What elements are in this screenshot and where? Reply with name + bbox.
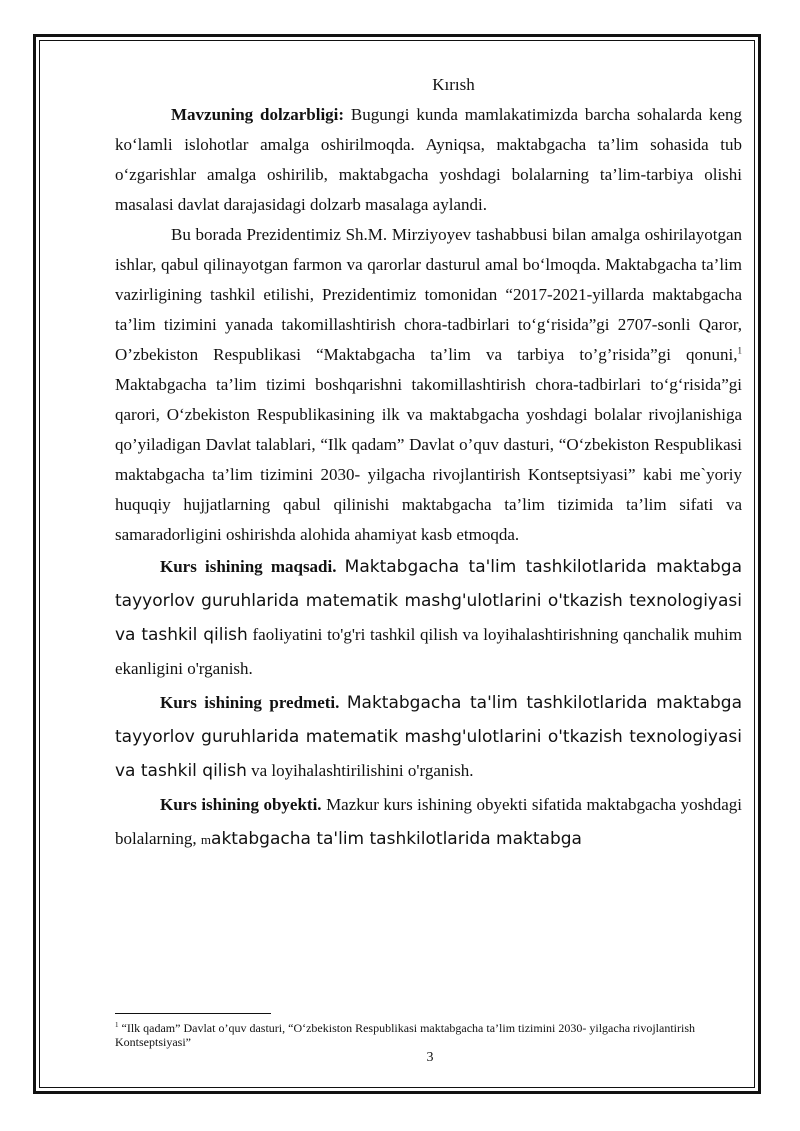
legislation-text-b: Maktabgacha ta’lim tizimi boshqarishni takomillashtirish chora-tadbirlari to‘g‘risida”gi qarori, O‘zbekiston Respublikasining ilk va maktabgacha yoshdagi bolalar rivojlanishiga qo’yiladigan Davlat talablari, “Ilk qadam” Davlat o’quv dasturi, “O‘zbekiston Respublikasi maktabgacha ta’lim tizimini 2030- yilgacha rivojlantirish Kontseptsiyasi” kabi me`yoriy huquqiy hujjatlarning qabul qilinishi maktabgacha ta’lim tizimida ta’lim sifati va samaradorligini oshirishda alohida ahamiyat kasb etmoqda. — [115, 375, 742, 544]
paragraph-goal — [115, 550, 742, 686]
relevance-label: Mavzuning dolzarbligi: — [171, 105, 345, 124]
subject-text-sans: Maktabgacha ta'lim tashkilotlarida maktabga tayyorlov guruhlarida matematik mashg'ulotlarini o'tkazish texnologiyasi va tashkil qilish — [115, 693, 742, 781]
goal-label: Kurs ishining maqsadi. — [160, 557, 337, 576]
footnote — [115, 1013, 742, 1049]
object-text-sans: aktabgacha ta'lim tashkilotlarida maktabga — [211, 829, 582, 849]
legislation-text-a: Bu borada Prezidentimiz Sh.M. Mirziyoyev tashabbusi bilan amalga oshirilayotgan ishlar, qabul qilinayotgan farmon va qarorlar dasturul amal bo‘lmoqda. Maktabgacha ta’lim vazirligining tashkil etilishi, Prezidentimiz tomonidan “2017-2021-yillarda maktabgacha ta’lim tizimini yanada takomillashtirish chora-tadbirlari to‘g‘risida”gi 2707-sonli Qaror, O’zbekiston Respublikasi “Maktabgacha ta’lim va tarbiya to’g’risida”gi qonuni, — [115, 225, 742, 364]
footnote-reference[interactable]: 1 — [737, 345, 742, 356]
footnote-separator — [115, 1013, 271, 1014]
footnote-content: “Ilk qadam” Davlat o’quv dasturi, “O‘zbekiston Respublikasi maktabgacha ta’lim tizimini 2030- yilgacha rivojlantirish Kontseptsiyasi” — [115, 1021, 696, 1049]
paragraph-legislation — [115, 220, 742, 550]
page-number: 3 — [426, 1050, 434, 1065]
goal-text-serif: faoliyatini to'g'ri tashkil qilish va loyihalashtirishning qanchalik muhim ekanligini o'rganish. — [115, 625, 743, 678]
paragraph-subject — [115, 686, 742, 788]
object-label: Kurs ishining obyekti. — [160, 795, 322, 814]
relevance-text: Bugungi kunda mamlakatimizda barcha sohalarda keng ko‘lamli islohotlar amalga oshirilmoqda. Ayniqsa, maktabgacha ta’lim sohasida tub o‘zgarishlar amalga oshirilib, maktabgacha yoshdagi bolalarning ta’lim-tarbiya olishi masalasi davlat darajasidagi dolzarb masalaga aylandi. — [115, 105, 742, 214]
subject-text-serif: va loyihalashtirilishini o'rganish. — [251, 761, 474, 780]
page-number-row — [0, 1050, 800, 1066]
object-text-serif: Mazkur kurs ishining obyekti sifatida maktabgacha yoshdagi bolalarning, — [115, 795, 743, 848]
goal-text-sans: Maktabgacha ta'lim tashkilotlarida maktabga tayyorlov guruhlarida matematik mashg'ulotlarini o'tkazish texnologiyasi va tashkil qilish — [115, 557, 742, 645]
object-text-small: m — [200, 832, 212, 847]
footnote-text — [115, 1018, 742, 1049]
paragraph-relevance — [115, 100, 742, 220]
page-title: Kırısh — [432, 75, 475, 94]
subject-label: Kurs ishining predmeti. — [160, 693, 340, 712]
document-body — [115, 70, 742, 857]
footnote-mark: 1 — [115, 1021, 119, 1029]
paragraph-object — [115, 788, 742, 857]
